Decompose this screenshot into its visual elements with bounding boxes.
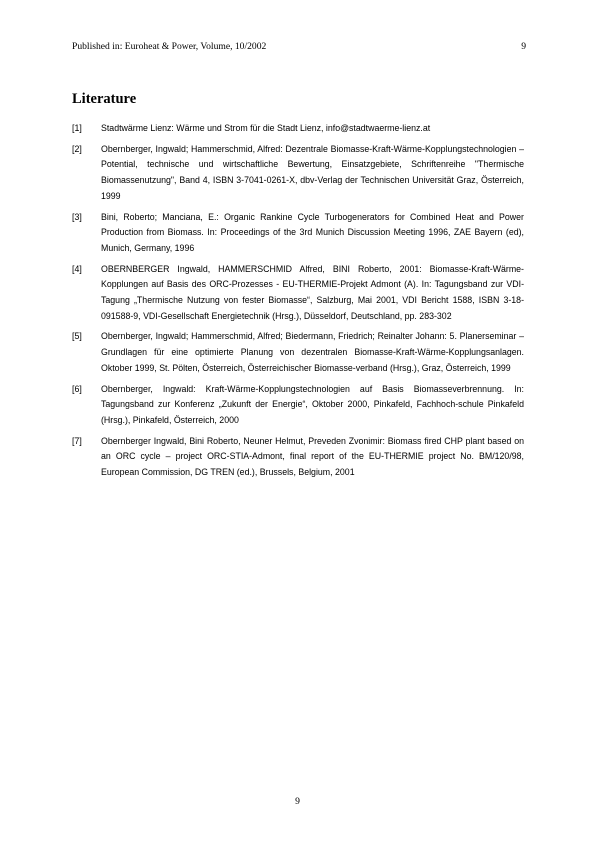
reference-text: Stadtwärme Lienz: Wärme und Strom für die Stadt Lienz, info@stadtwaerme-lienz.at xyxy=(101,123,431,133)
header-page-number: 9 xyxy=(521,41,526,52)
reference-text: Obernberger Ingwald, Bini Roberto, Neuner Helmut, Preveden Zvonimir: Biomass fired CHP plant based on an ORC cycle – project ORC-STIA-Admont, final report of the EU-THERMIE project No. BM/120/98, European Commission, DG TREN (ed.), Brussels, Belgium, 2001 xyxy=(101,435,524,478)
reference-item xyxy=(72,434,524,481)
reference-text: Obernberger, Ingwald; Hammerschmid, Alfred: Dezentrale Biomasse-Kraft-Wärme-Kopplungstechnologien – Potential, technische und wirtschaftliche Bewertung, Einsatzgebiete, Schriftenreihe "Thermische Biomassenutzung", Band 4, ISBN 3-7041-0261-X, dbv-Verlag der Technischen Universität Graz, Österreich, 1999 xyxy=(101,143,524,201)
page-footer xyxy=(0,795,595,809)
reference-list xyxy=(72,121,524,486)
reference-number: [7] xyxy=(72,435,82,446)
reference-text: Obernberger, Ingwald; Hammerschmid, Alfred; Biedermann, Friedrich; Reinalter Johann: 5. Planerseminar –Grundlagen für eine optimierte Planung von dezentralen Biomasse-Kraft-Wärme-Kopplungsanlagen. Oktober 1999, St. Pölten, Österreich, Österreichischer Biomasse-verband (Hrsg.), Graz, Österreich, 1999 xyxy=(101,331,524,373)
reference-number: [3] xyxy=(72,211,82,222)
reference-item xyxy=(72,382,524,429)
reference-number: [2] xyxy=(72,143,82,154)
publication-info: Published in: Euroheat & Power, Volume, 10/2002 xyxy=(72,41,267,52)
reference-number: [4] xyxy=(72,263,82,274)
reference-item xyxy=(72,121,524,137)
reference-item xyxy=(72,329,524,376)
reference-number: [1] xyxy=(72,123,82,133)
reference-item xyxy=(72,210,524,257)
reference-number: [6] xyxy=(72,383,82,394)
reference-text: Obernberger, Ingwald: Kraft-Wärme-Kopplungstechnologien auf Basis Biomasseverbrennung. In: Tagungsband zur Konferenz „Zukunft der Energie“, Oktober 2000, Pinkafeld, Fachhoch-schule Pinkafeld (Hrsg.), Pinkafeld, Österreich, 2000 xyxy=(101,383,524,425)
reference-text: OBERNBERGER Ingwald, HAMMERSCHMID Alfred, BINI Roberto, 2001: Biomasse-Kraft-Wärme-Kopplungen auf Basis des ORC-Prozesses - EU-THERMIE-Projekt Admont (A). In: Tagungsband zur VDI-Tagung „Thermische Nutzung von fester Biomasse“, Salzburg, Mai 2001, VDI Bericht 1588, ISBN 3-18-091588-9, VDI-Gesellschaft Energietechnik (Hrsg.), Düsseldorf, Deutschland, pp. 283-302 xyxy=(101,263,524,321)
reference-item xyxy=(72,142,524,205)
page-header xyxy=(72,40,526,54)
reference-text: Bini, Roberto; Manciana, E.: Organic Rankine Cycle Turbogenerators for Combined Heat and Power Production from Biomass. In: Proceedings of the 3rd Munich Discussion Meeting 1996, ZAE Bayern (ed), Munich, Germany, 1996 xyxy=(101,211,524,253)
footer-page-number: 9 xyxy=(295,796,300,807)
reference-item xyxy=(72,262,524,325)
section-title: Literature xyxy=(72,91,137,107)
reference-number: [5] xyxy=(72,331,82,342)
